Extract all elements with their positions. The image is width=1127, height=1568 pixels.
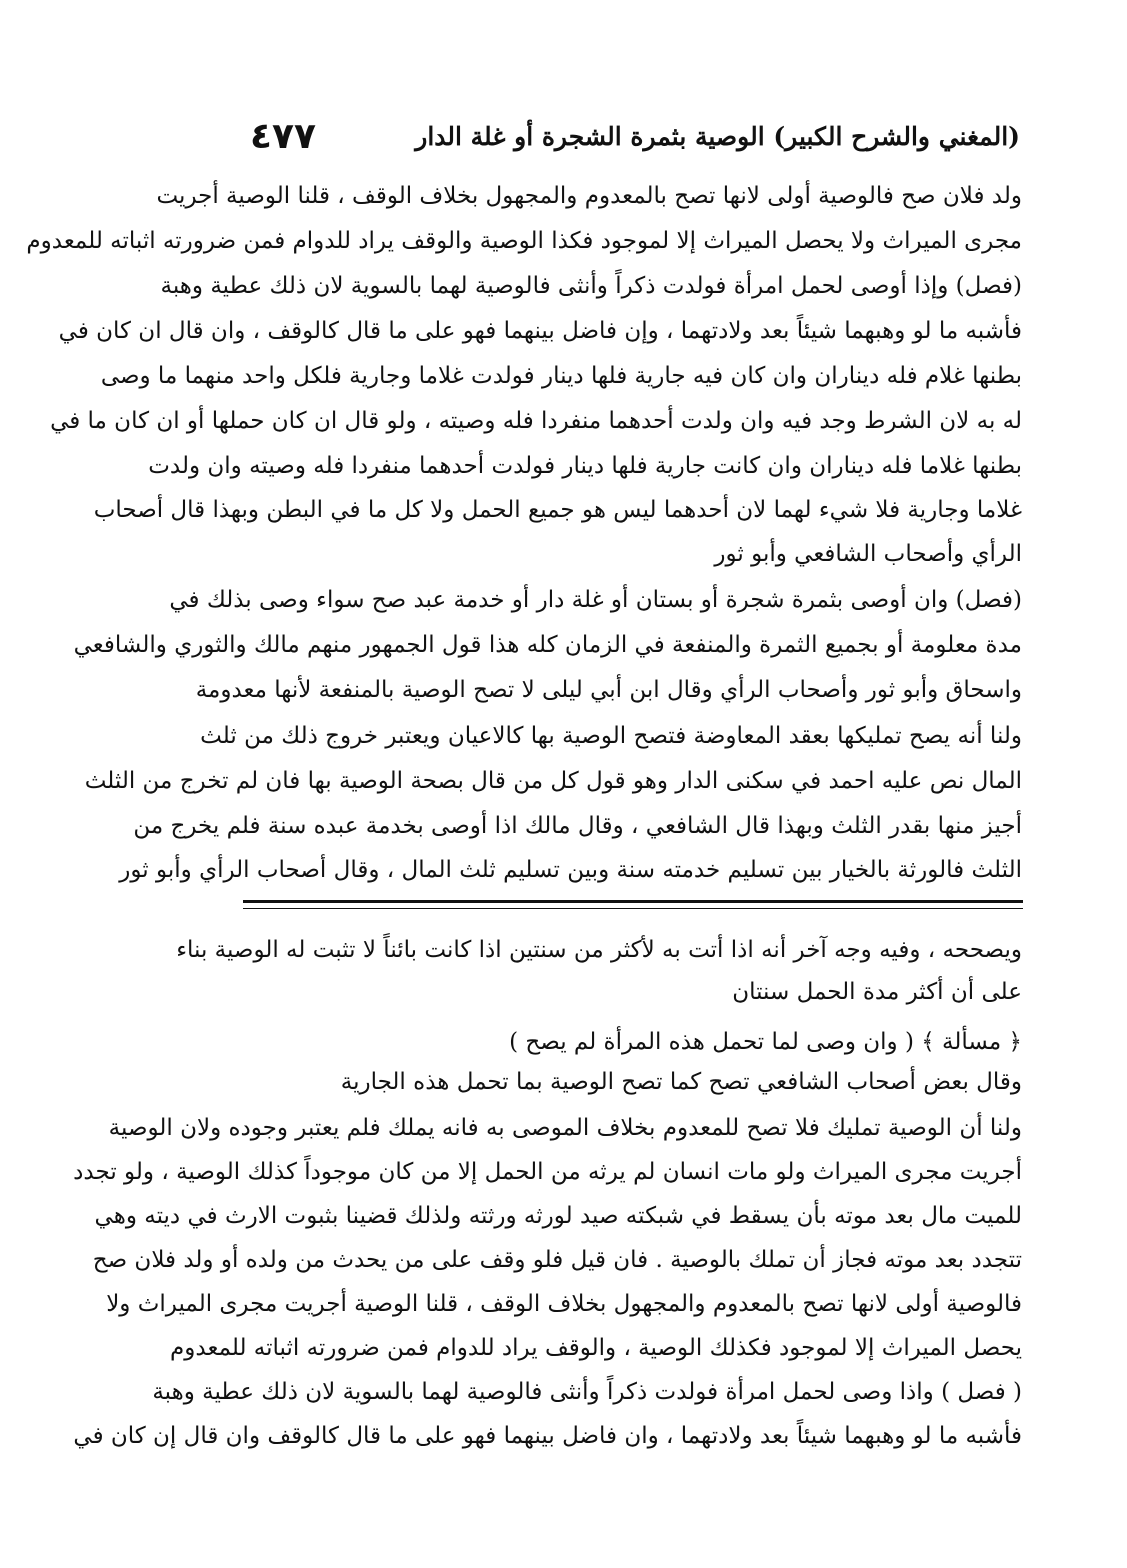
text-line: على أن أكثر مدة الحمل سنتان [732,979,1022,1005]
text-line: وقال بعض أصحاب الشافعي تصح كما تصح الوصية بما تحمل هذه الجارية [340,1069,1022,1095]
text-line: أجيز منها بقدر الثلث وبهذا قال الشافعي ، وقال مالك اذا أوصى بخدمة عبده سنة فلم يخرج من [133,813,1022,839]
matn-text [26,180,1022,892]
text-line: مدة معلومة أو بجميع الثمرة والمنفعة في الزمان كله هذا قول الجمهور منهم مالك والثوري والشافعي [73,632,1022,658]
text-line: فالوصية أولى لانها تصح بالمعدوم والمجهول بخلاف الوقف ، قلنا الوصية أجريت مجرى الميراث ولا [106,1291,1022,1317]
text-line: فأشبه ما لو وهبهما شيئاً بعد ولادتهما ، وان فاضل بينهما فهو على ما قال كالوقف وان قال إن كان في [73,1423,1022,1449]
text-line: أجريت مجرى الميراث ولو مات انسان لم يرثه من الحمل إلا من كان موجوداً كذلك الوصية ، ولو تجدد [73,1159,1022,1185]
text-line: ولنا أنه يصح تمليكها بعقد المعاوضة فتصح الوصية بها كالاعيان ويعتبر خروج ذلك من ثلث [200,723,1022,749]
text-line: ( فصل ) واذا وصى لحمل امرأة فولدت ذكراً وأنثى فالوصية لهما بالسوية لان ذلك عطية وهبة [152,1379,1022,1405]
section-separator [243,900,1023,909]
text-line: ﴿ مسألة ﴾ ( وان وصى لما تحمل هذه المرأة لم يصح ) [509,1029,1022,1055]
text-line: يحصل الميراث إلا لموجود فكذلك الوصية ، والوقف يراد للدوام فمن ضرورته اثباته للمعدوم [170,1335,1022,1361]
text-line: المال نص عليه احمد في سكنى الدار وهو قول كل من قال بصحة الوصية بها فان لم تخرج من الثلث [84,768,1022,794]
text-line: ولنا أن الوصية تمليك فلا تصح للمعدوم بخلاف الموصى به فانه يملك فلم يعتبر وجوده ولان الوصية [108,1115,1022,1141]
text-line: (فصل) وإذا أوصى لحمل امرأة فولدت ذكراً وأنثى فالوصية لهما بالسوية لان ذلك عطية وهبة [160,273,1022,299]
text-line: ولد فلان صح فالوصية أولى لانها تصح بالمعدوم والمجهول بخلاف الوقف ، قلنا الوصية أجريت [156,183,1022,209]
text-line: للميت مال بعد موته بأن يسقط في شبكته صيد لورثه ورثته ولذلك قضينا بثبوت الارث في ديته وهي [94,1203,1022,1229]
page-number: ٤٧٧ [250,116,316,157]
text-line: له به لان الشرط وجد فيه وان ولدت أحدهما منفردا فله وصيته ، ولو قال ان كان حملها أو ان كان ما في [50,408,1022,434]
text-line: واسحاق وأبو ثور وأصحاب الرأي وقال ابن أبي ليلى لا تصح الوصية بالمنفعة لأنها معدومة [195,677,1022,703]
page-header [250,112,1020,162]
text-line: فأشبه ما لو وهبهما شيئاً بعد ولادتهما ، وإن فاضل بينهما فهو على ما قال كالوقف ، وان قال ان كان في [58,318,1022,344]
text-line: بطنها غلاما فله ديناران وان كانت جارية فلها دينار فولدت أحدهما منفردا فله وصيته وان ولدت [148,453,1022,479]
running-title: (المغني والشرح الكبير) الوصية بثمرة الشجرة أو غلة الدار [415,122,1020,151]
text-line: تتجدد بعد موته فجاز أن تملك بالوصية . فان قيل فلو وقف على من يحدث من ولده أو ولد فلان صح [92,1247,1022,1273]
text-line: الرأي وأصحاب الشافعي وأبو ثور [714,541,1022,567]
text-line: (فصل) وان أوصى بثمرة شجرة أو بستان أو غلة دار أو خدمة عبد صح سواء وصى بذلك في [169,587,1022,613]
text-line: مجرى الميراث ولا يحصل الميراث إلا لموجود فكذا الوصية والوقف يراد للدوام فمن ضرورته اثباته للمعدوم [26,228,1022,254]
sharh-text [73,934,1022,1484]
text-line: ويصححه ، وفيه وجه آخر أنه اذا أتت به لأكثر من سنتين اذا كانت بائناً لا تثبت له الوصية بناء [176,937,1022,963]
text-line: الثلث فالورثة بالخيار بين تسليم خدمته سنة وبين تسليم ثلث المال ، وقال أصحاب الرأي وأبو ثور [119,857,1022,883]
text-line: بطنها غلام فله ديناران وان كان فيه جارية فلها دينار فولدت غلاما وجارية فلكل واحد منهما ما وصى [100,363,1022,389]
text-line: غلاما وجارية فلا شيء لهما لان أحدهما ليس هو جميع الحمل ولا كل ما في البطن وبهذا قال أصحاب [93,497,1022,523]
